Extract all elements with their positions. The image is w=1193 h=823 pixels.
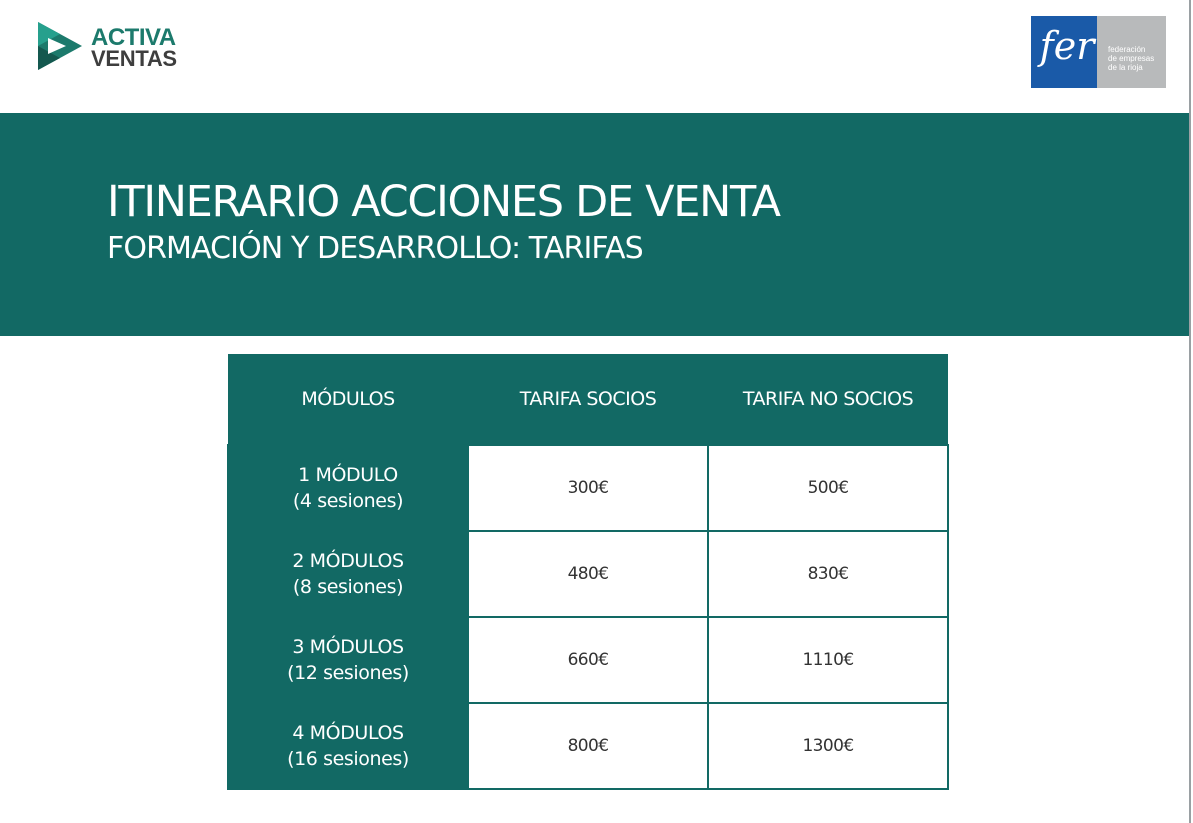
- price-no-socios: 1300€: [708, 703, 948, 789]
- price-no-socios: 1110€: [708, 617, 948, 703]
- price-socios: 800€: [468, 703, 708, 789]
- module-cell: [228, 703, 468, 789]
- logo-word-ventas: VENTAS: [91, 46, 177, 71]
- fer-caption-line: de la rioja: [1108, 63, 1143, 72]
- table-header-row: [228, 354, 948, 445]
- module-cell: [228, 445, 468, 531]
- module-name: 3 MÓDULOS: [292, 636, 404, 658]
- logo-word-activa: ACTIVA: [91, 24, 176, 51]
- price-no-socios: 500€: [708, 445, 948, 531]
- module-sessions: (4 sesiones): [292, 490, 404, 512]
- table-row: [228, 617, 948, 703]
- module-name: 1 MÓDULO: [298, 464, 398, 486]
- module-name: 4 MÓDULOS: [292, 722, 404, 744]
- price-socios: 480€: [468, 531, 708, 617]
- table-row: [228, 445, 948, 531]
- module-cell: [228, 531, 468, 617]
- header-tarifa-socios: TARIFA SOCIOS: [468, 354, 708, 445]
- activa-ventas-logo: [36, 20, 196, 74]
- header-tarifa-no-socios: TARIFA NO SOCIOS: [708, 354, 948, 445]
- fer-logo-mark: fer: [1039, 24, 1095, 68]
- fer-logo: [1031, 16, 1166, 88]
- page-title: ITINERARIO ACCIONES DE VENTA: [107, 177, 780, 227]
- module-cell: [228, 617, 468, 703]
- module-sessions: (16 sesiones): [287, 748, 409, 770]
- header-modulos: MÓDULOS: [228, 354, 468, 445]
- table-row: [228, 531, 948, 617]
- price-socios: 660€: [468, 617, 708, 703]
- price-socios: 300€: [468, 445, 708, 531]
- fer-caption-line: de empresas: [1108, 54, 1155, 63]
- page-edge-rule: [1189, 0, 1191, 823]
- fer-caption-line: federación: [1108, 45, 1146, 54]
- module-sessions: (8 sesiones): [292, 576, 404, 598]
- price-no-socios: 830€: [708, 531, 948, 617]
- module-sessions: (12 sesiones): [287, 662, 409, 684]
- tariff-table: [227, 354, 949, 790]
- table-row: [228, 703, 948, 789]
- module-name: 2 MÓDULOS: [292, 550, 404, 572]
- page-subtitle: FORMACIÓN Y DESARROLLO: TARIFAS: [107, 231, 643, 266]
- play-triangle-icon: [36, 20, 84, 72]
- fer-logo-caption: [1108, 45, 1166, 72]
